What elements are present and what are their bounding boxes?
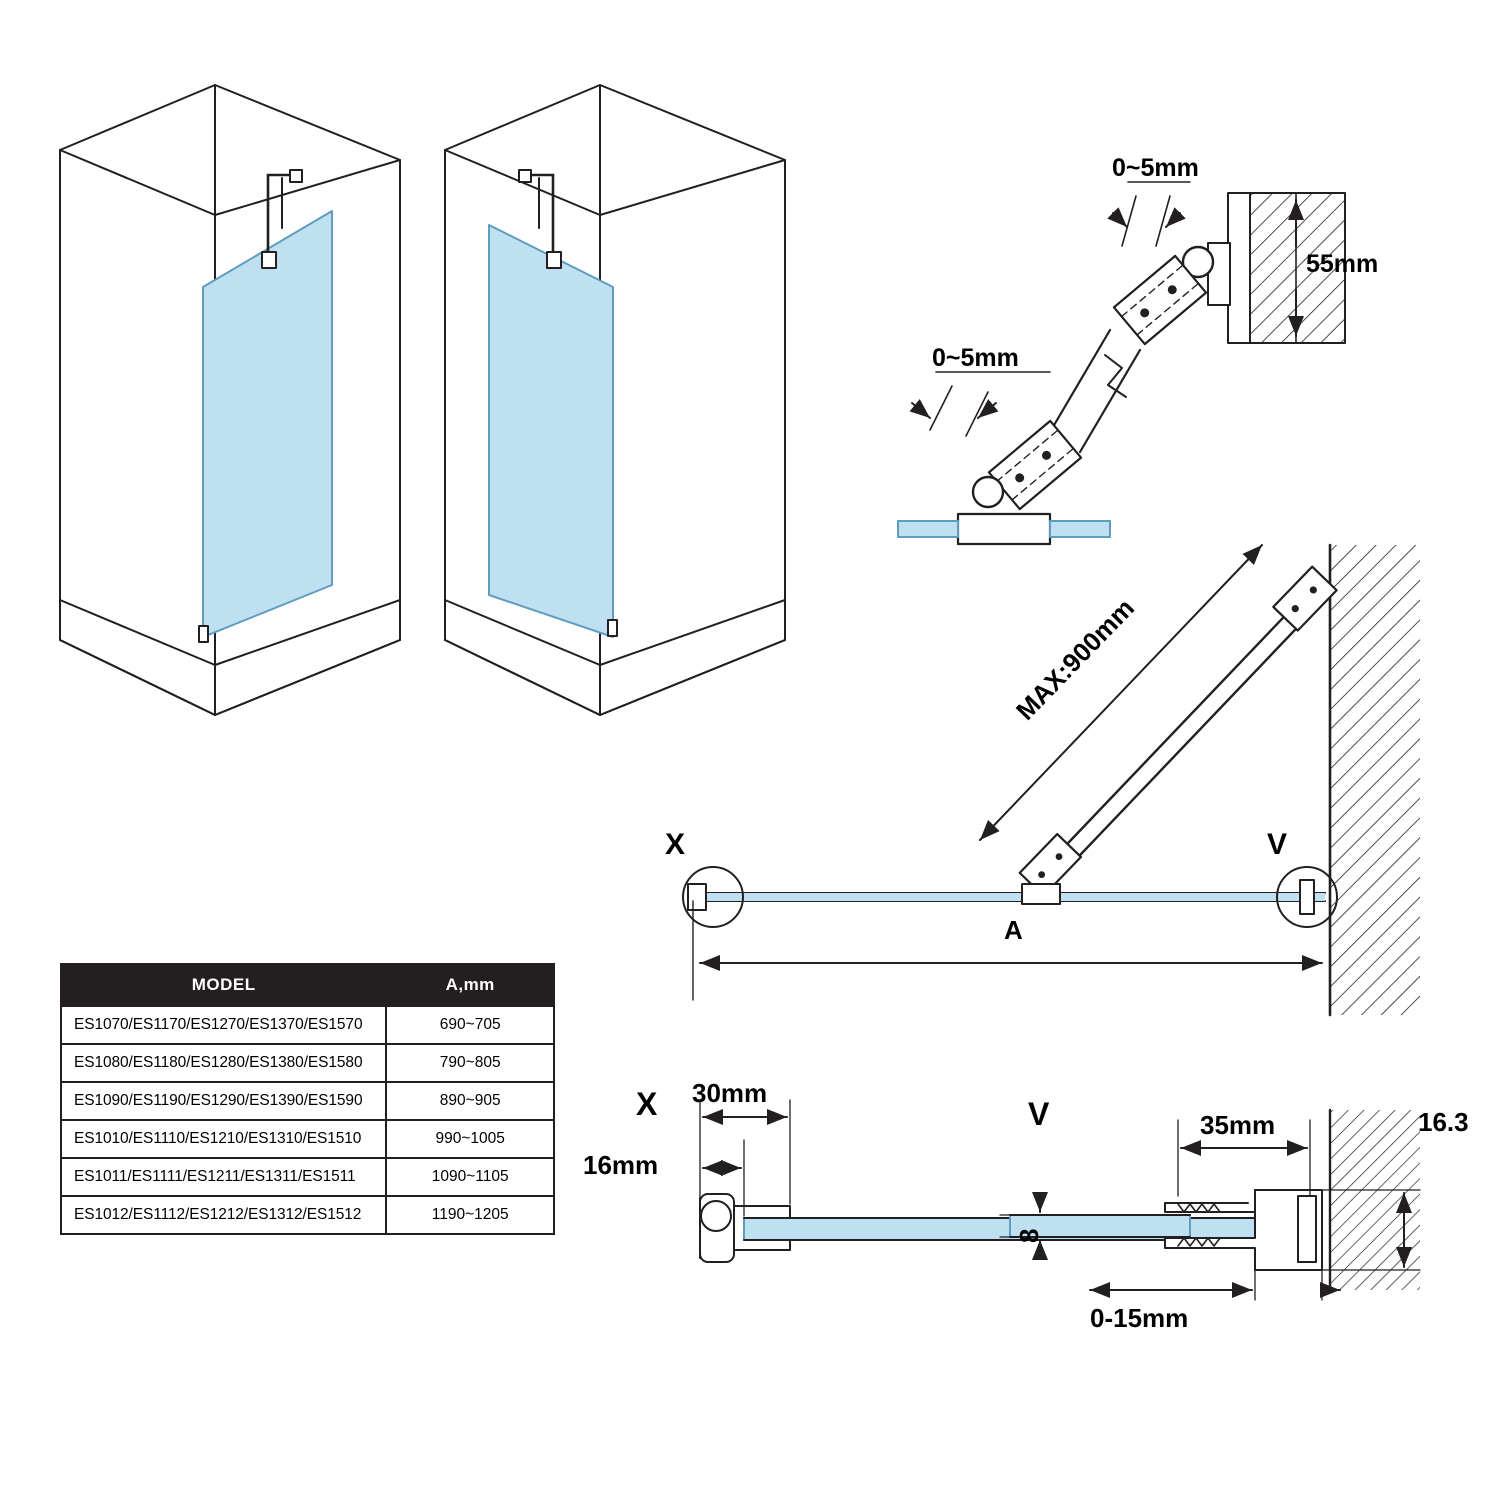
- table-row: [61, 1158, 554, 1196]
- label-adjust-0-15: 0-15mm: [1090, 1303, 1189, 1333]
- cell-a: 690~705: [386, 1006, 554, 1044]
- callout-x-detail: X: [636, 1086, 658, 1122]
- cell-a: 790~805: [386, 1044, 554, 1082]
- table-row: [61, 1006, 554, 1044]
- table-header-row: [61, 964, 554, 1006]
- label-glass-8: 8: [1014, 1228, 1044, 1243]
- enclosure-view-left: [60, 85, 400, 715]
- label-profile-16-3: 16.3: [1418, 1107, 1469, 1137]
- label-wall-height: 55mm: [1306, 250, 1379, 278]
- cell-model: ES1070/ES1170/ES1270/ES1370/ES1570: [61, 1006, 386, 1044]
- label-dim-a: A: [1004, 915, 1023, 945]
- table-header-model: MODEL: [61, 964, 386, 1006]
- marker-v-plan: V: [1267, 828, 1288, 861]
- enclosure-view-right: [445, 85, 785, 715]
- label-profile-30: 30mm: [692, 1078, 768, 1108]
- table-row: [61, 1082, 554, 1120]
- table-row: [61, 1044, 554, 1082]
- table-row: [61, 1196, 554, 1234]
- plan-view: [683, 545, 1420, 1015]
- cell-model: ES1011/ES1111/ES1211/ES1311/ES1511: [61, 1158, 386, 1196]
- marker-x-plan: X: [665, 828, 686, 861]
- cell-a: 890~905: [386, 1082, 554, 1120]
- label-gap-top: 0~5mm: [1112, 154, 1199, 182]
- cell-a: 1090~1105: [386, 1158, 554, 1196]
- label-gap-mid: 0~5mm: [932, 344, 1019, 372]
- table-row: [61, 1120, 554, 1158]
- callout-v-detail: V: [1028, 1096, 1050, 1132]
- label-profile-16: 16mm: [583, 1150, 659, 1180]
- cell-model: ES1010/ES1110/ES1210/ES1310/ES1510: [61, 1120, 386, 1158]
- cell-model: ES1080/ES1180/ES1280/ES1380/ES1580: [61, 1044, 386, 1082]
- cell-model: ES1012/ES1112/ES1212/ES1312/ES1512: [61, 1196, 386, 1234]
- cell-a: 990~1005: [386, 1120, 554, 1158]
- model-dimension-table: [60, 963, 555, 1235]
- cell-a: 1190~1205: [386, 1196, 554, 1234]
- cell-model: ES1090/ES1190/ES1290/ES1390/ES1590: [61, 1082, 386, 1120]
- label-profile-35: 35mm: [1200, 1110, 1276, 1140]
- table-header-a: A,mm: [386, 964, 554, 1006]
- label-max-bar: MAX:900mm: [1010, 592, 1140, 726]
